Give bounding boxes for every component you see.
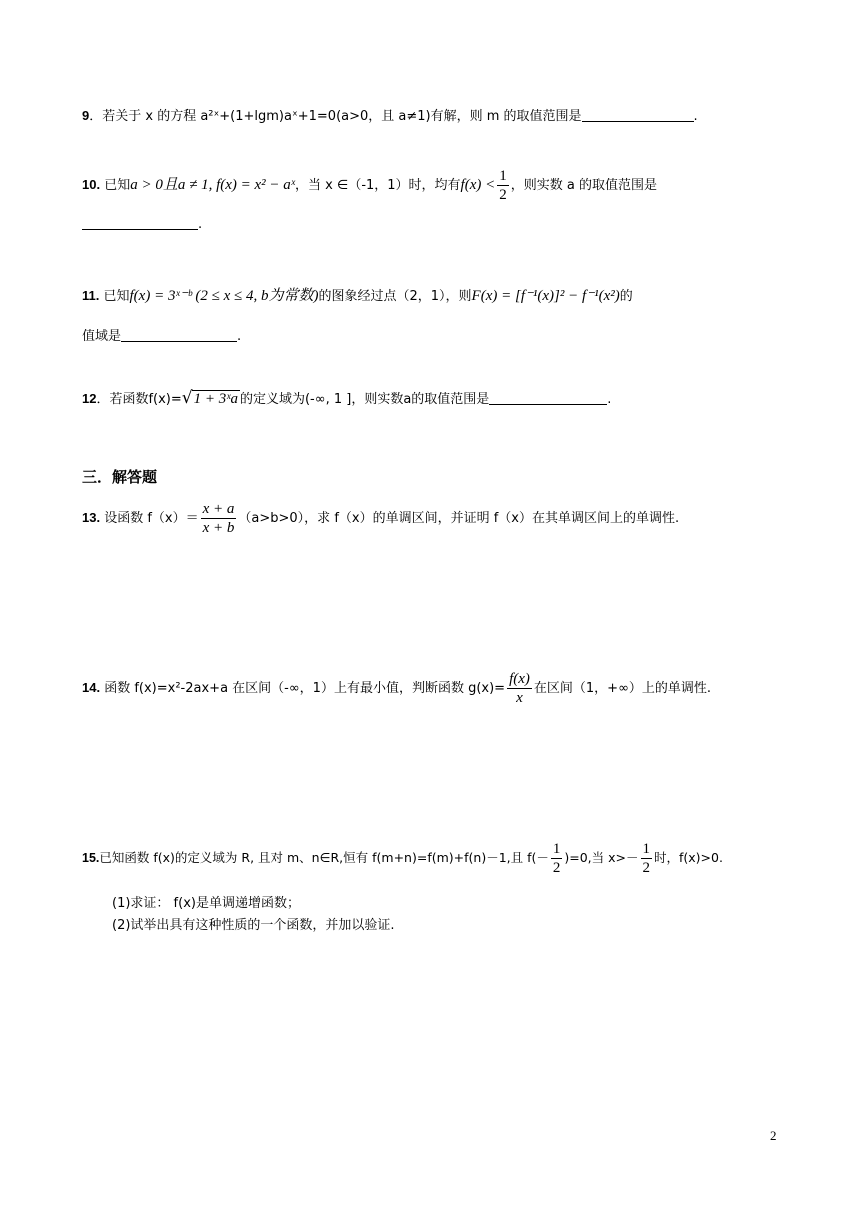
problem-14: 14. 函数 f(x)=x²-2ax+a 在区间（-∞，1）上有最小值，判断函数 g(x)= $\frac{f(x)}{x}$ 在区间（1，+∞）上的单调性. <box>82 671 712 706</box>
problem-15-part-2: (2)试举出具有这种性质的一个函数，并加以验证. <box>112 918 395 933</box>
problem-15-part-1: (1)求证： f(x)是单调递增函数； <box>112 896 300 911</box>
problem-11: 11. 已知f(x) = 3ˣ⁻ᵇ (2 ≤ x ≤ 4, b为常数)的图象经过点（2，1），则F(x) = [f⁻¹(x)]² − f⁻¹(x²)的 <box>82 288 633 304</box>
problem-number: 11. <box>82 288 100 303</box>
problem-11-line2: 值域是 . <box>82 329 242 344</box>
problem-number: 12 <box>82 391 97 406</box>
fraction-one-half: $\frac{1}{2}$ <box>642 841 650 876</box>
problem-10: 10. 已知a > 0且a ≠ 1, f(x) = x² − aˣ，当 x ∈（-1，1）时，均有f(x) < $\frac{1}{2}$ ，则实数 a 的取值范围是 <box>82 168 657 203</box>
page-number: 2 <box>770 1128 777 1143</box>
math-function: f(x) = 3ˣ⁻ᵇ (2 ≤ x ≤ 4, b为常数) <box>129 288 319 304</box>
sqrt-icon: √ <box>181 388 193 408</box>
section-heading: 三．解答题 <box>82 468 158 486</box>
problem-number: 10. <box>82 177 101 192</box>
math-inequality: f(x) < <box>460 177 496 193</box>
problem-text: ．若关于 x 的方程 a²ˣ+(1+lgm)aˣ+1=0(a>0，且 a≠1)有解，则 m 的取值范围是 <box>89 109 582 124</box>
problem-12: 12．若函数f(x)=√1 + 3ˣa 的定义域为(-∞, 1 ]，则实数a的取值范围是 . <box>82 388 612 408</box>
fraction-f: $\frac{x + a}{x + b}$ <box>202 501 235 536</box>
answer-blank[interactable] <box>489 390 607 405</box>
math-F-definition: F(x) = [f⁻¹(x)]² − f⁻¹(x²) <box>471 288 620 304</box>
fraction-one-half: $\frac{1}{2}$ <box>552 841 561 876</box>
problem-15: 15.已知函数 f(x)的定义域为 R, 且对 m、n∈R,恒有 f(m+n)=f(m)+f(n)－1,且 f(－ $\frac{1}{2}$ )=0,当 x>－ $\frac{1}{2}$ 时，f(x)>0. <box>82 841 723 876</box>
math-condition: a > 0且a ≠ 1, f(x) = x² − aˣ <box>130 177 296 193</box>
problem-9: 9．若关于 x 的方程 a²ˣ+(1+lgm)aˣ+1=0(a>0，且 a≠1)有解，则 m 的取值范围是 . <box>82 108 698 124</box>
problem-13: 13. 设函数 f（x）＝ $\frac{x + a}{x + b}$ （a>b>0），求 f（x）的单调区间，并证明 f（x）在其单调区间上的单调性. <box>82 501 680 536</box>
fraction-one-half: $\frac{1}{2}$ <box>499 168 507 203</box>
answer-blank[interactable] <box>582 107 694 122</box>
problem-number: 15. <box>82 851 100 865</box>
answer-blank[interactable] <box>82 215 198 230</box>
problem-number: 9 <box>82 108 90 123</box>
problem-number: 13. <box>82 510 101 525</box>
answer-blank[interactable] <box>121 327 237 342</box>
math-radicand: 1 + 3ˣa <box>193 391 238 407</box>
problem-10-line2: . <box>82 215 202 235</box>
problem-number: 14. <box>82 680 101 695</box>
fraction-g: $\frac{f(x)}{x}$ <box>509 671 530 706</box>
